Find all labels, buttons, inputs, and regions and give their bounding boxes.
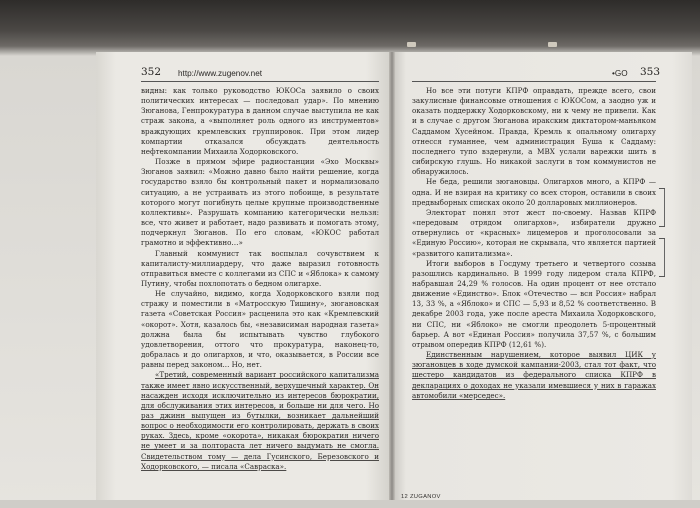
page-footer: 12 ZUGANOV [401,494,441,500]
paragraph: Итоги выборов в Госдуму третьего и четвертого созыва разошлись кардинально. В 1999 году лидером стала КПРФ, набравшая 24,29 % голосов. На один процент от нее отстало движение «Единство». Блок «Отечество — вся Россия» набрал 13, 33 %, а «Яблоко» и СПС — 5,93 и 8,52 % соответственно. В декабре 2003 года, уже после ареста Михаила Ходорковского, ни СПС, ни «Яблоко» не смогли преодолеть 5-процентный барьер. А вот «Единая Россия» получила 37,57 %, с большим отрывом опередив КПРФ (12,61 %). [412,258,656,349]
left-text-column [141,86,379,472]
paragraph: Электорат понял этот жест по-своему. Назвав КПРФ «передовым отрядом олигархов», избиратели дружно отвернулись от «красных» лицемеров и проголосовали за «Единую Россию», которая не скрывала, что является партией «развитого капитализма». [412,207,656,258]
underlined-paragraph: Единственным нарушением, которое выявил ЦИК у зюгановцев в ходе думской кампании-2003, стал тот факт, что шестеро кандидатов из федерального списка КПРФ в декларациях о доходах не указали имевшиеся у них в гаражах автомобили «мерседес». [412,350,656,400]
right-header-rule [412,81,656,82]
margin-bracket [664,188,665,226]
right-page-number: 353 [640,66,661,78]
paragraph: Но все эти потуги КПРФ оправдать, прежде всего, свои закулисные финансовые отношения с ЮКОСом, а заодно уж и оказать поддержку Ходорковскому, ни к чему не привели. Как и в случае с другом Зюганова иракским диктатором-маньяком Саддамом Хусейном. Правда, Кремль к опальному олигарху отнесся гуманнее, чем администрация Буша к Саддаму: последнего тупо вздернули, а МВХ услали варежки шить в сибирскую глушь. Но никакой заслуги в том коммунистов не обнаружилось. [412,86,656,177]
paper-clip-mark [548,42,557,47]
paragraph: Позже в прямом эфире радиостанции «Эхо Москвы» Зюганов заявил: «Можно давно было найти решение, когда государство взяло бы контрольный пакет и нормализовало ситуацию, а не устраивать из этого побоище, в результате которого могут погибнуть целые крупные производственные коллективы». Разрушать компанию категорически нельзя: все, что живет и работает, надо развивать и помогать этому, подчеркнул Зюганов. По его словам, «ЮКОС работал грамотно и эффективно…» [141,157,379,248]
paper-clip-mark [407,42,416,47]
paragraph: Не беда, решили зюгановцы. Олигархов много, а КПРФ — одна. И не взирая на критику со всех сторон, оставили в своих предвыборных списках около 20 долларовых миллионеров. [412,177,656,207]
right-running-head: •GO [612,69,628,78]
margin-tick [659,188,665,189]
underlined-paragraph: «Третий, современный вариант российского капитализма также имеет явно искусственный, верхушечный характер. Он насажден исходя исключительно из интересов бюрократии, для обслуживания этих интересов, и больше ни для чего. Но раз джинн выпущен из бутылки, возникает дальнейший вопрос о необходимости его контролировать, держать в своих руках. Здесь, кроме «окорота», никакая бюрократия ничего не умеет и за полтораста лет ничего выдумать не смогла. Свидетельством тому — дела Гусинского, Березовского и Ходорковского, — писала «Савраска». [141,370,379,471]
left-header-rule [141,81,379,82]
margin-tick [659,276,665,277]
margin-tick [659,238,665,239]
paragraph: Главный коммунист так воспылал сочувствием к капиталисту-миллиардеру, что даже выразил готовность отправиться вместе с коллегами из СПС и «Яблока» к самому Путину, чтобы похлопотать о бедном олигархе. [141,248,379,288]
left-running-head: http://www.zugenov.net [178,69,263,78]
paragraph: видны: как только руководство ЮКОСа заявило о своих политических интересах — последовал удар». По мнению Зюганова, Генпрокуратура в данном случае выступила не как страж закона, а «выполняет роль одного из инструментов» враждующих кремлевских группировок. При этом лидер компартии отказался обсуждать деятельность нефтекомпании Михаила Ходорковского. [141,86,379,156]
left-page-number: 352 [141,66,162,78]
right-text-column [412,86,656,401]
margin-bracket [664,238,665,276]
book-gutter [389,52,395,508]
page-bottom-edge [0,500,700,508]
paragraph: Не случайно, видимо, когда Ходорковского взяли под стражу и поместили в «Матросскую Тишину», зюгановская газета «Советская Россия» расценила это как «Кремлевский «окорот». Хотя, казалось бы, «независимая народная газета» должна была бы испытывать чувство глубокого удовлетворения, оттого что прокуратура, наконец-то, добралась и до олигархов, и что, оказывается, в России все равны перед законом... Но, нет. [141,289,379,370]
margin-tick [659,226,665,227]
